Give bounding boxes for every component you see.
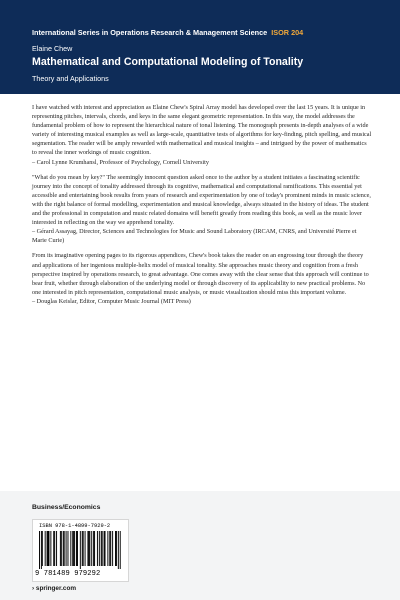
barcode-bar	[49, 531, 50, 566]
barcode-bar	[70, 531, 71, 566]
barcode-bar	[77, 531, 78, 566]
review-attribution-1: – Carol Lynne Krumhansl, Professor of Psychology, Cornell University	[32, 158, 209, 166]
isbn-text: ISBN 978-1-4899-7929-2	[39, 523, 111, 529]
barcode-bar	[64, 531, 65, 566]
barcode-bar	[107, 531, 108, 566]
barcode-bar	[63, 531, 64, 566]
barcode-bar	[56, 531, 57, 566]
barcode-bar	[42, 531, 43, 566]
review-paragraph-2: "What do you mean by key?" The seemingly innocent question asked once to the author by a student initiates a fascinating scientific journey into the concept of tonality addressed through its cognitive, mathematical and computational ramifications. This essential yet accessible and entertaining book results from years of research and experimentation by one of today's prominent minds in music science, with the right balance of formal modelling, experimentation and musical knowledge, always situated in the history of ideas. The student and the professional in computation and music related domains will benefit greatly from reading this book, as well as the music lover interested in reflecting on the way we apprehend tonality.	[32, 173, 371, 227]
barcode-bar	[110, 531, 111, 566]
barcode-bar	[45, 531, 46, 566]
barcode-bar	[80, 531, 81, 569]
barcode-bar	[74, 531, 75, 566]
barcode-bar	[76, 531, 77, 566]
barcode-bar	[87, 531, 88, 566]
barcode-bar	[101, 531, 102, 566]
barcode-bar	[85, 531, 86, 566]
author-name: Elaine Chew	[32, 44, 73, 53]
barcode-bar	[41, 531, 42, 569]
barcode-bar	[99, 531, 100, 566]
barcode-bar	[115, 531, 116, 566]
series-line	[32, 28, 303, 37]
blurb	[32, 103, 372, 306]
barcode-bar	[83, 531, 84, 566]
barcode-bar	[61, 531, 62, 566]
barcode-bar	[66, 531, 67, 566]
barcode-digits: 9 781489 979292	[35, 570, 101, 578]
barcode-graphic	[39, 531, 124, 569]
barcode-bar	[72, 531, 73, 566]
header-band	[0, 0, 400, 94]
publisher-url: › springer.com	[32, 585, 77, 592]
barcode-label	[32, 519, 129, 582]
barcode-bar	[105, 531, 106, 566]
book-subtitle: Theory and Applications	[32, 74, 109, 83]
series-name: International Series in Operations Research & Management Science	[32, 28, 268, 37]
barcode-bar	[116, 531, 117, 566]
review-attribution-2: – Gérard Assayag, Director, Sciences and Technologies for Music and Sound Laboratory (IRCAM, CNRS, and Université Pierre et Marie Curie)	[32, 228, 357, 245]
series-number: ISOR 204	[271, 28, 304, 37]
subject-category: Business/Economics	[32, 504, 101, 511]
barcode-bar	[50, 531, 51, 566]
review-attribution-3: – Douglas Keislar, Editor, Computer Music Journal (MIT Press)	[32, 297, 191, 305]
barcode-bar	[89, 531, 90, 566]
barcode-bar	[112, 531, 113, 566]
barcode-bar	[109, 531, 110, 566]
barcode-bar	[47, 531, 48, 566]
barcode-bar	[93, 531, 94, 566]
barcode-bar	[91, 531, 92, 566]
review-paragraph-3: From its imaginative opening pages to its rigorous appendices, Chew's book takes the reader on an engrossing tour through the theory and applications of her ingenious multiple-helix model of musical tonality. She approaches music theory and cognition from a fresh perspective inspired by operations research, to great advantage. One comes away with the clear sense that this approach will continue to bear fruit, whether through elaboration of the underlying model or through discovery of its applicability to new practical problems. No one interested in pitch representation, computational music analysis, or music visualization should miss this important volume.	[32, 252, 369, 296]
barcode-bar	[73, 531, 74, 566]
barcode-bar	[60, 531, 61, 566]
barcode-bar	[68, 531, 69, 566]
review-paragraph-1: I have watched with interest and appreciation as Elaine Chew's Spiral Array model has developed over the last 15 years. It is unique in representing pitches, intervals, chords, and keys in the same elegant geometric representation. In this way, the model addresses the fundamental problem of how to represent the hierarchical nature of tonal listening. The monograph presents in-depth analyses of a wide variety of interesting musical examples as well as large-scale, quantitative tests of algorithms for key-finding, pitch spelling, and musical segmentation. The reader will be amply rewarded with mathematical and musical insights – and intrigued by the power of mathematics to reveal the inner workings of music cognition.	[32, 104, 372, 157]
barcode-bar	[118, 531, 119, 569]
barcode-bar	[94, 531, 95, 566]
barcode-bar	[104, 531, 105, 566]
barcode-bar	[120, 531, 121, 569]
barcode-bar	[82, 531, 83, 566]
barcode-bar	[39, 531, 40, 569]
book-title: Mathematical and Computational Modeling of Tonality	[32, 56, 304, 68]
barcode-bar	[48, 531, 49, 566]
barcode-bar	[102, 531, 103, 566]
barcode-bar	[97, 531, 98, 566]
barcode-bar	[88, 531, 89, 566]
barcode-bar	[53, 531, 54, 566]
barcode-bar	[54, 531, 55, 566]
